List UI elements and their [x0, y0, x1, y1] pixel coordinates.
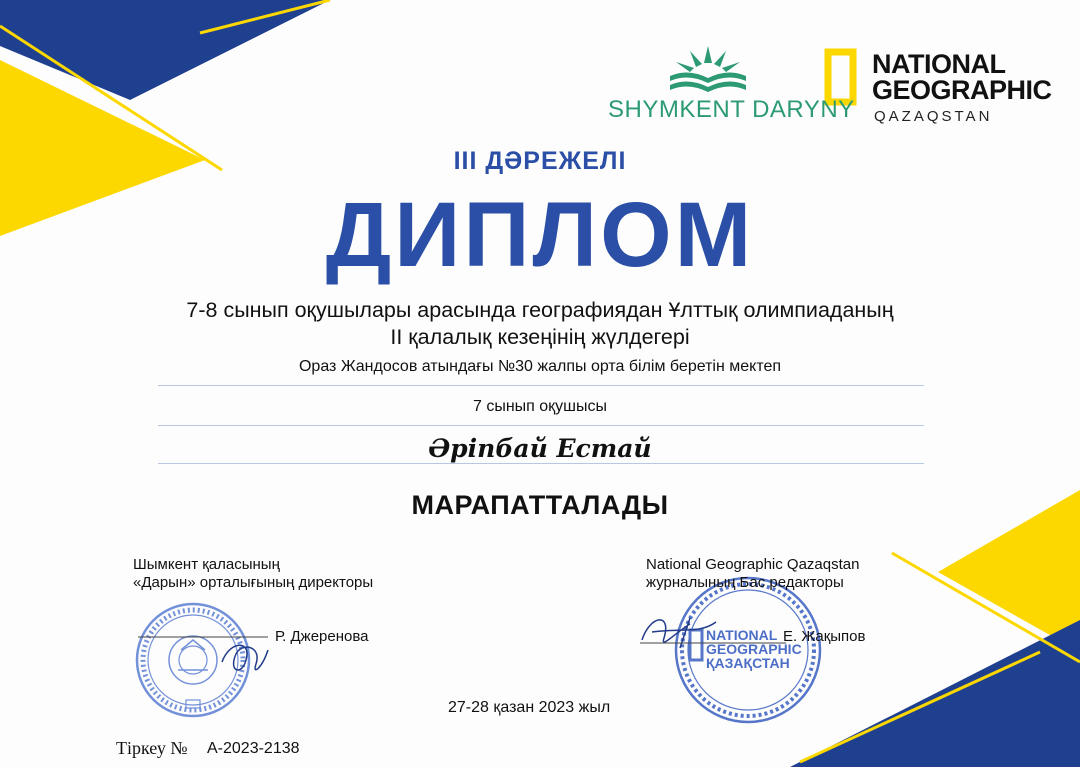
- awarded-heading: МАРАПАТТАЛАДЫ: [411, 490, 669, 520]
- left-signer-title-line2: «Дарын» орталығының директоры: [133, 574, 374, 591]
- divider-3: [158, 463, 924, 464]
- right-signer-name: Е. Жақыпов: [783, 628, 866, 645]
- stamp-text-national: NATIONAL: [706, 627, 778, 643]
- right-signer-title-line1: National Geographic Qazaqstan: [646, 556, 860, 573]
- natgeo-logo-line1: NATIONAL: [872, 49, 1006, 79]
- event-date: 27-28 қазан 2023 жыл: [448, 699, 611, 716]
- student-name: Әріпбай Естай: [428, 434, 652, 463]
- divider-1: [158, 385, 924, 386]
- right-signer-title-line2: журналының Бас редакторы: [646, 574, 844, 591]
- daryny-logo-text: SHYMKENT DARYNY: [608, 96, 855, 123]
- school-name: Ораз Жандосов атындағы №30 жалпы орта білім беретін мектеп: [298, 358, 782, 375]
- state-emblem-stamp-icon: [137, 604, 249, 716]
- registration-number: А-2023-2138: [207, 740, 300, 757]
- yellow-frame-icon: [828, 52, 853, 102]
- left-signer-title-line1: Шымкент қаласының: [133, 556, 280, 573]
- natgeo-logo-line3: QAZAQSTAN: [874, 108, 993, 125]
- left-signer-name: Р. Джеренова: [275, 628, 369, 645]
- registration-label: Тіркеу №: [116, 738, 188, 758]
- diploma-title: ДИПЛОМ: [325, 184, 755, 286]
- natgeo-logo-line2: GEOGRAPHIC: [872, 75, 1052, 105]
- stamp-text-geographic: GEOGRAPHIC: [706, 641, 802, 657]
- book-sunrise-icon: [670, 46, 746, 92]
- stamp-text-kazakhstan: ҚАЗАҚСТАН: [706, 655, 790, 671]
- award-description-line2: II қалалық кезеңінің жүлдегері: [390, 325, 690, 349]
- student-grade: 7 сынып оқушысы: [472, 398, 608, 415]
- diploma-degree: III ДӘРЕЖЕЛІ: [453, 147, 627, 175]
- award-description-line1: 7-8 сынып оқушылары арасында географиядан Ұлттық олимпиаданың: [186, 298, 894, 322]
- divider-2: [158, 425, 924, 426]
